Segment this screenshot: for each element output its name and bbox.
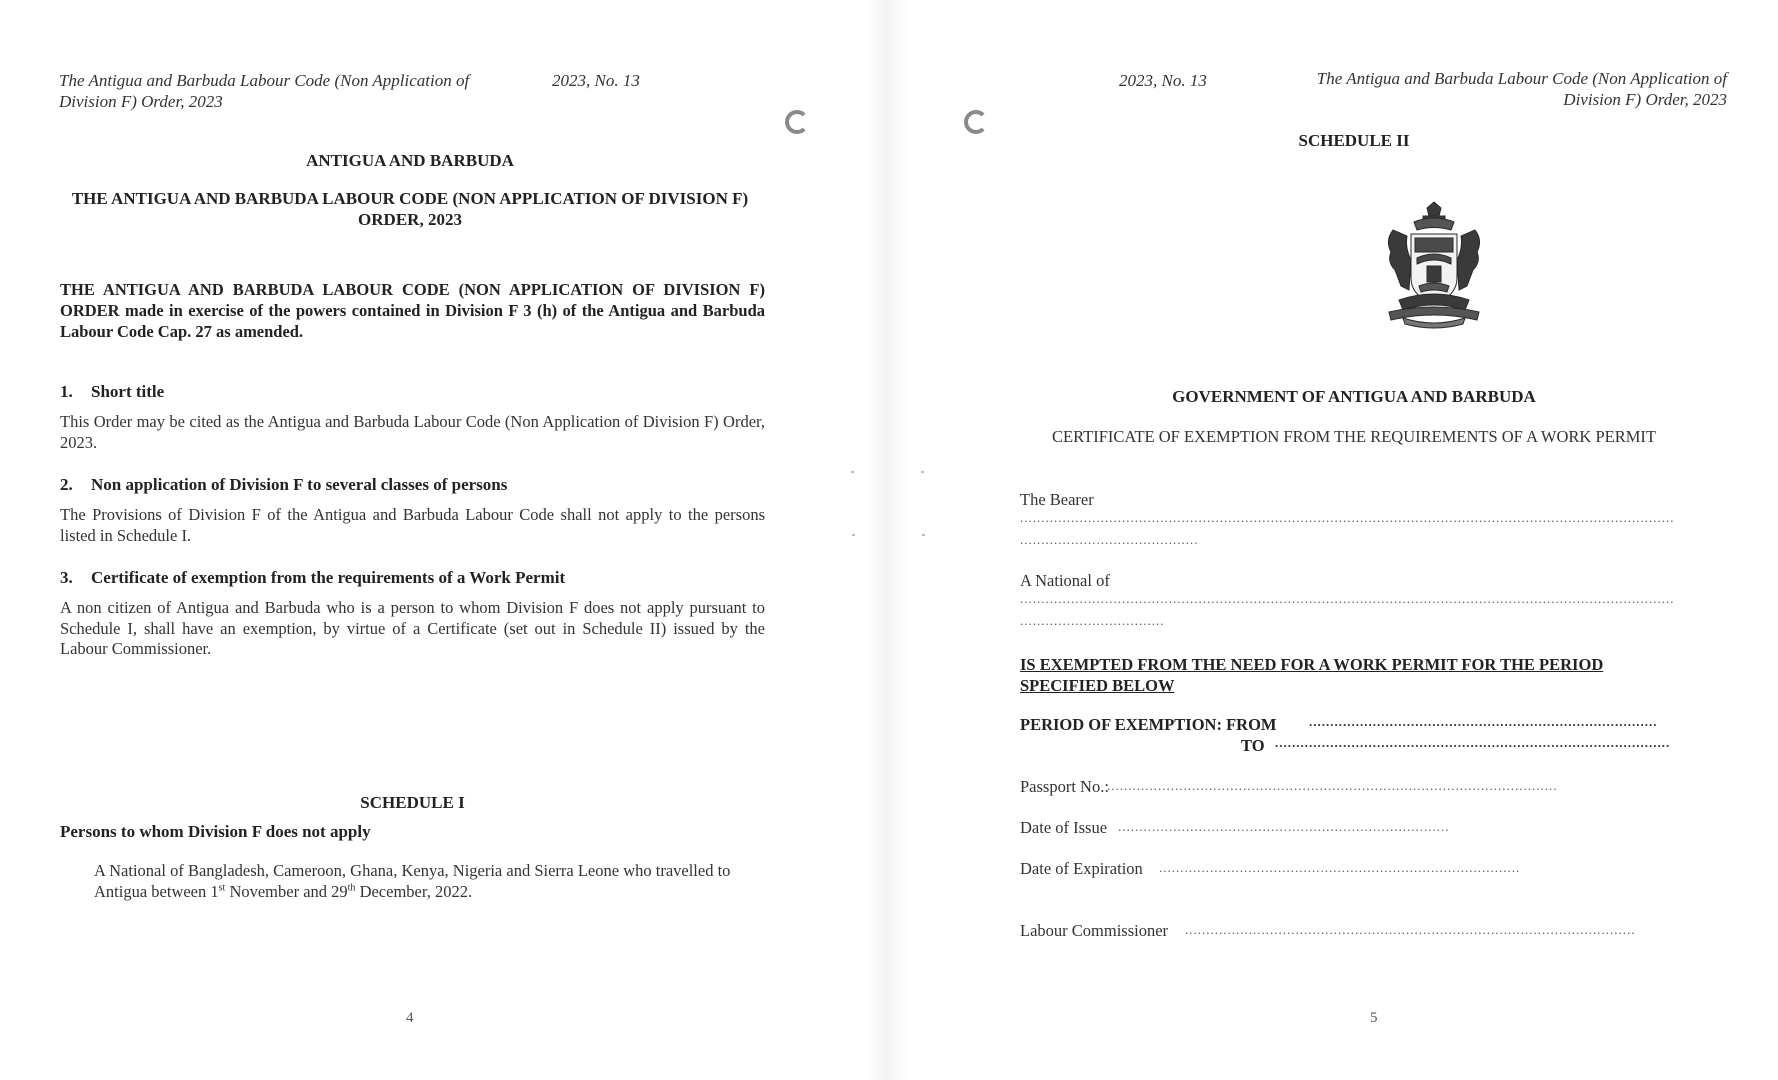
schedule-i-text (94, 861, 764, 902)
commissioner-label: Labour Commissioner (1020, 921, 1169, 940)
binder-ring-icon (785, 110, 809, 134)
scan-speck (851, 471, 854, 473)
bearer-field[interactable]: .......................................................................................................................................................... (1020, 510, 1675, 525)
section-text-3: A non citizen of Antigua and Barbuda who is a person to whom Division F does not apply pursuant to Schedule I, shall have an exemption, by virtue of a Certificate (set out in Schedule II) issued by the Labour Commissioner. (60, 598, 765, 658)
bearer-label: The Bearer (1020, 490, 1094, 509)
commissioner-signature-field[interactable]: .......................................................................................................... (1185, 922, 1636, 937)
running-header-title: The Antigua and Barbuda Labour Code (Non Application of Division F) Order, 2023 (1316, 69, 1727, 109)
bearer-field-continued[interactable]: .......................................... (1020, 532, 1199, 547)
schedule-i-text-b: November and 29 (225, 881, 348, 901)
running-header-number: 2023, No. 13 (552, 71, 640, 90)
certificate-title: CERTIFICATE OF EXEMPTION FROM THE REQUIREMENTS OF A WORK PERMIT (1052, 427, 1656, 446)
expiration-date-label: Date of Expiration (1020, 859, 1143, 878)
government-heading: GOVERNMENT OF ANTIGUA AND BARBUDA (1172, 387, 1536, 406)
ordinal-suffix: th (347, 882, 356, 893)
section-heading-1 (60, 382, 164, 402)
section-heading-2 (60, 475, 507, 495)
schedule-i-subtitle: Persons to whom Division F does not apply (60, 822, 371, 841)
coat-of-arms-emblem (1379, 200, 1489, 330)
section-text-2: The Provisions of Division F of the Antigua and Barbuda Labour Code shall not apply to the persons listed in Schedule I. (60, 505, 765, 545)
scan-speck (922, 534, 925, 536)
passport-field[interactable]: .......................................................................................................... (1107, 778, 1558, 793)
section-number: 2. (60, 475, 73, 494)
schedule-i-text-a: A National of Bangladesh, Cameroon, Ghana, Kenya, Nigeria and Sierra Leone who travelled to Antigua between 1 (94, 861, 731, 901)
running-header-number: 2023, No. 13 (1119, 71, 1207, 90)
schedule-i-text-c: December, 2022. (355, 881, 473, 901)
scan-speck (852, 534, 855, 536)
exemption-statement: IS EXEMPTED FROM THE NEED FOR A WORK PERMIT FOR THE PERIOD SPECIFIED BELOW (1020, 655, 1604, 695)
period-to-field[interactable]: ............................................................................................. (1275, 735, 1671, 750)
schedule-ii-title: SCHEDULE II (1298, 131, 1410, 150)
section-number: 1. (60, 382, 73, 401)
page-right (889, 0, 1778, 1080)
section-title: Non application of Division F to several classes of persons (91, 475, 508, 494)
national-field[interactable]: .......................................................................................................................................................... (1020, 591, 1675, 606)
section-heading-3 (60, 568, 565, 588)
country-heading: ANTIGUA AND BARBUDA (306, 151, 514, 170)
scan-speck (921, 471, 924, 473)
page-number: 4 (406, 1010, 414, 1026)
issue-date-field[interactable]: .............................................................................. (1118, 819, 1450, 834)
section-title: Certificate of exemption from the requirements of a Work Permit (91, 568, 566, 587)
section-number: 3. (60, 568, 73, 587)
national-field-continued[interactable]: .................................. (1020, 613, 1165, 628)
schedule-i-title: SCHEDULE I (360, 793, 465, 812)
period-from-label: PERIOD OF EXEMPTION: FROM (1020, 715, 1277, 734)
national-label: A National of (1020, 571, 1110, 590)
order-intro: THE ANTIGUA AND BARBUDA LABOUR CODE (NON APPLICATION OF DIVISION F) ORDER made in exercise of the powers contained in Division F 3 (h) of the Antigua and Barbuda Labour Code Cap. 27 as amended. (60, 280, 765, 341)
issue-date-label: Date of Issue (1020, 818, 1108, 837)
binder-ring-icon (964, 110, 988, 134)
expiration-date-field[interactable]: ..................................................................................... (1159, 860, 1521, 875)
ordinal-suffix: st (218, 882, 226, 893)
section-text-1: This Order may be cited as the Antigua and Barbuda Labour Code (Non Application of Division F) Order, 2023. (60, 412, 765, 452)
period-to-label: TO (1241, 736, 1265, 755)
period-from-field[interactable]: .................................................................................. (1309, 714, 1658, 729)
section-title: Short title (91, 382, 165, 401)
order-title: THE ANTIGUA AND BARBUDA LABOUR CODE (NON APPLICATION OF DIVISION F) ORDER, 2023 (71, 189, 749, 229)
running-header-title: The Antigua and Barbuda Labour Code (Non Application of Division F) Order, 2023 (59, 71, 470, 111)
page-number: 5 (1370, 1010, 1378, 1026)
passport-label: Passport No.: (1020, 777, 1109, 796)
